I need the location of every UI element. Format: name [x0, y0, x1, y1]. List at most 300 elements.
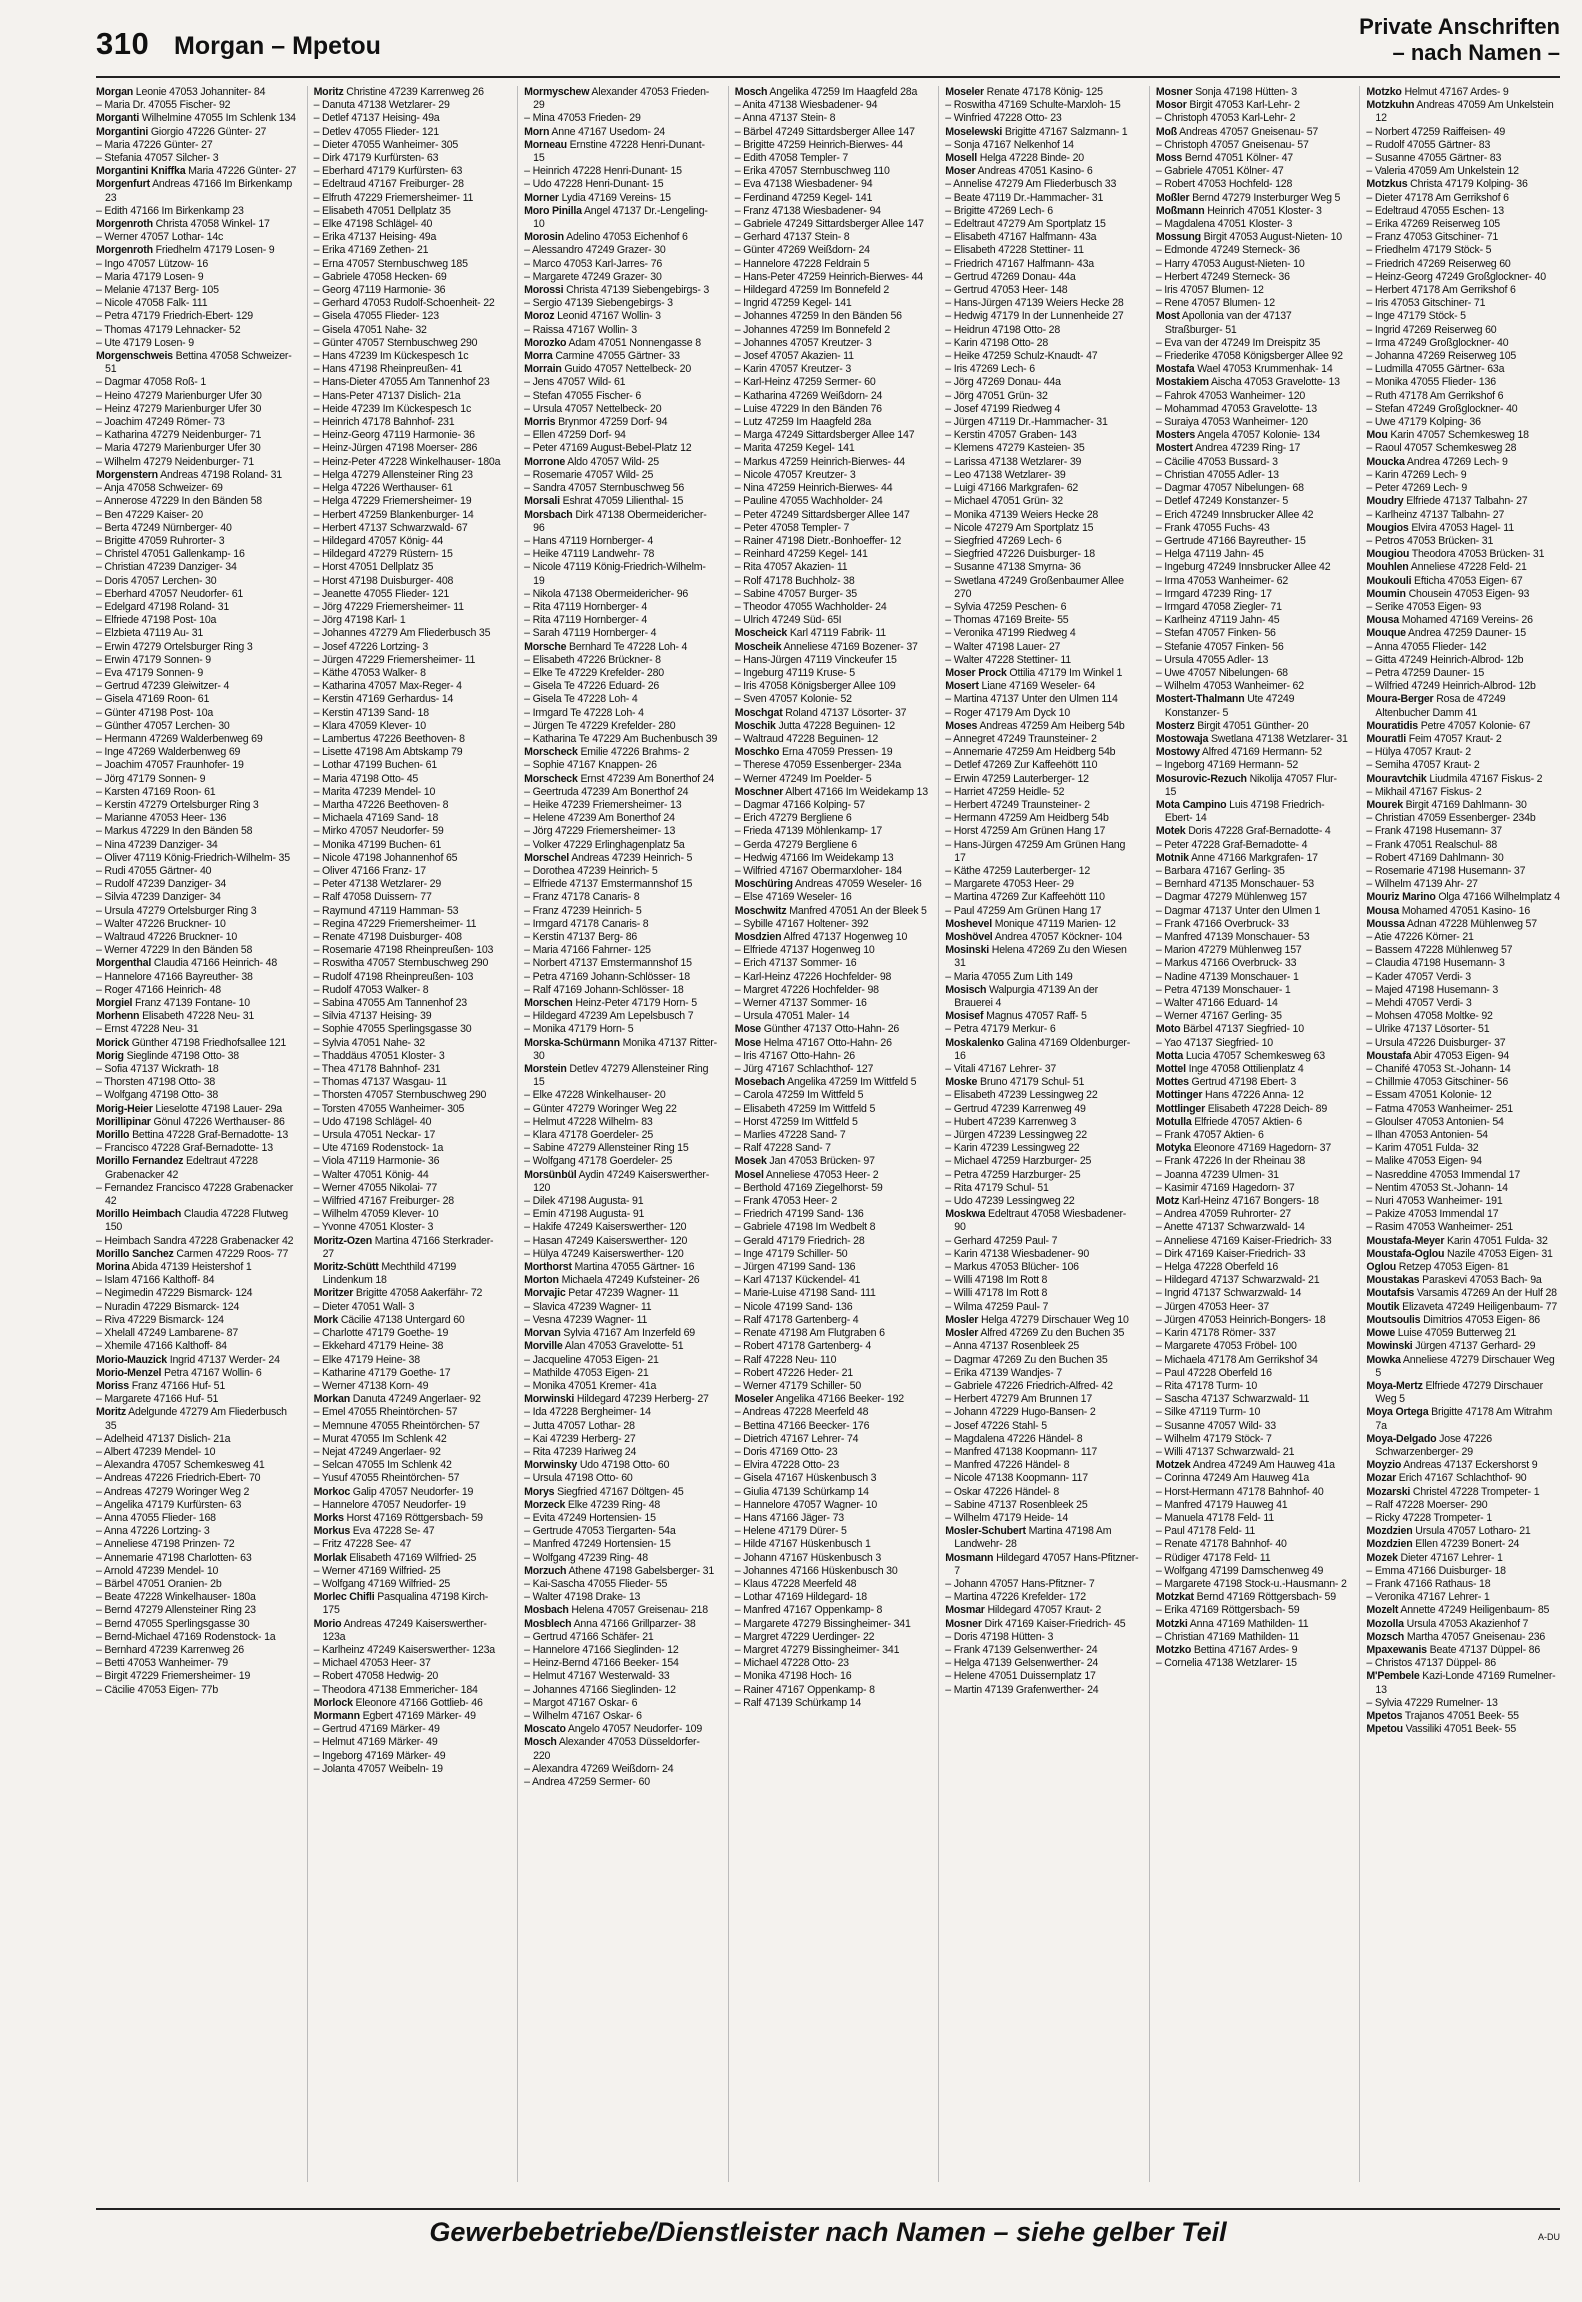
- listing-entry: [96, 1644, 297, 1657]
- listing-entry: [1366, 1538, 1560, 1551]
- listing-entry: [945, 693, 1139, 706]
- listing-entry: [735, 865, 929, 878]
- entry-details: – Marita 47239 Mendel- 10: [313, 785, 436, 798]
- entry-details: – Doris 47169 Otto- 23: [734, 1445, 838, 1458]
- listing-entry: [945, 1604, 1139, 1617]
- entry-details: Liane 47169 Weseler- 64: [978, 680, 1096, 693]
- entry-details: Heinrich 47051 Kloster- 3: [1204, 204, 1322, 217]
- entry-details: – Manfred 47226 Händel- 8: [945, 1459, 1070, 1472]
- listing-entry: [524, 1525, 718, 1538]
- entry-details: – Heidrun 47198 Otto- 28: [945, 323, 1061, 336]
- listing-entry: [1156, 429, 1350, 442]
- listing-entry: [96, 86, 297, 99]
- entry-surname: Morsbach: [524, 508, 573, 521]
- listing-entry: [314, 984, 508, 997]
- entry-details: – Barbara 47167 Gerling- 35: [1155, 864, 1285, 877]
- entry-details: Claudia 47228 Flutweg 150: [105, 1208, 289, 1234]
- listing-entry: [314, 363, 508, 376]
- listing-entry: [314, 852, 508, 865]
- listing-entry: [1366, 1208, 1560, 1221]
- entry-details: Andrea 47057 Köckner- 104: [992, 931, 1123, 943]
- entry-details: – Oliver 47119 König-Friedrich-Wilhelm- 35: [96, 851, 290, 864]
- listing-entry: [945, 1063, 1139, 1076]
- listing-entry: [96, 1274, 297, 1287]
- entry-details: – Robert 47226 Heder- 21: [734, 1366, 853, 1379]
- entry-details: – Charlotte 47179 Goethe- 19: [313, 1327, 449, 1340]
- entry-details: – Michael 47259 Harzburger- 25: [945, 1155, 1092, 1168]
- listing-entry: [945, 1354, 1139, 1367]
- entry-details: – Sabine 47279 Allensteiner Ring 15: [524, 1142, 689, 1155]
- listing-entry: [1366, 654, 1560, 667]
- entry-details: Udo 47198 Otto- 60: [577, 1459, 670, 1472]
- entry-details: Egbert 47169 Märker- 49: [359, 1709, 476, 1722]
- listing-entry: [314, 442, 508, 455]
- listing-entry: [524, 918, 718, 931]
- entry-surname: Mottel: [1155, 1063, 1186, 1076]
- listing-entry: [945, 297, 1139, 310]
- listing-entry: [945, 1618, 1139, 1631]
- listing-entry: [524, 812, 718, 825]
- entry-details: – Gertrud 47169 Märker- 49: [313, 1723, 440, 1736]
- listing-entry: [945, 1287, 1139, 1300]
- listing-entry: [735, 1578, 929, 1591]
- entry-details: – Walter 47226 Bruckner- 10: [96, 917, 226, 930]
- listing-entry: [314, 456, 508, 469]
- entry-details: Luis 47198 Friedrich-Ebert- 14: [1164, 798, 1325, 825]
- listing-entry: [1156, 1010, 1350, 1023]
- entry-details: – Martina 47226 Krefelder- 172: [945, 1591, 1086, 1604]
- entry-surname: Morio-Menzel: [96, 1366, 162, 1379]
- entry-details: – Uwe 47179 Kolping- 36: [1366, 416, 1481, 429]
- listing-entry: [96, 1446, 297, 1459]
- entry-details: – Annegret 47249 Traunsteiner- 2: [945, 732, 1097, 745]
- entry-details: – Frank 47198 Husemann- 37: [1366, 825, 1502, 838]
- listing-entry: [96, 773, 297, 786]
- entry-details: – Dagmar 47137 Unter den Ulmen 1: [1155, 904, 1321, 917]
- listing-entry: [96, 390, 297, 403]
- entry-details: Dieter 47167 Lehrer- 1: [1397, 1551, 1503, 1564]
- entry-details: – Hildegard 47279 Rüstern- 15: [313, 548, 453, 561]
- entry-details: – Günter 47057 Sternbuschweg 290: [313, 336, 478, 349]
- entry-details: – Gitta 47249 Heinrich-Albrod- 12b: [1366, 653, 1524, 666]
- entry-details: – Marion 47279 Mühlenweg 157: [1155, 944, 1302, 957]
- listing-entry: [945, 1433, 1139, 1446]
- entry-surname: Morschel: [524, 851, 570, 864]
- listing-entry: [735, 271, 929, 284]
- listing-entry: [1366, 693, 1560, 719]
- entry-surname: Motzkus: [1366, 178, 1408, 191]
- entry-details: – Hermann 47259 Am Heidberg 54b: [945, 812, 1109, 825]
- listing-column: [1149, 86, 1350, 2182]
- listing-entry: [1156, 720, 1350, 733]
- entry-surname: Morsche: [524, 640, 567, 653]
- listing-entry: [1366, 1723, 1560, 1736]
- listing-entry: [1156, 1182, 1350, 1195]
- entry-details: – Semiha 47057 Kraut- 2: [1366, 759, 1480, 772]
- entry-details: – Sybille 47167 Holtener- 392: [734, 917, 869, 930]
- entry-details: Ottilia 47179 Im Winkel 1: [1006, 666, 1123, 679]
- listing-entry: [1366, 1195, 1560, 1208]
- listing-entry: [735, 1420, 929, 1433]
- listing-entry: [314, 1763, 508, 1776]
- listing-entry: [945, 1644, 1139, 1657]
- listing-entry: [1156, 575, 1350, 588]
- entry-surname: Moto: [1155, 1023, 1181, 1036]
- entry-details: Petra 47167 Wollin- 6: [161, 1366, 262, 1379]
- listing-entry: [96, 707, 297, 720]
- entry-details: – Thomas 47179 Lehnacker- 52: [96, 323, 241, 336]
- listing-entry: [314, 271, 508, 284]
- entry-details: – Raymund 47119 Hamman- 53: [313, 904, 459, 917]
- listing-entry: [1156, 376, 1350, 389]
- listing-entry: [945, 839, 1139, 865]
- entry-details: – Silvia 47137 Heising- 39: [313, 1010, 432, 1023]
- entry-surname: Mosner: [945, 1617, 982, 1630]
- listing-entry: [735, 1538, 929, 1551]
- entry-details: – Jolanta 47057 Weibeln- 19: [313, 1762, 443, 1775]
- entry-details: – Alessandro 47249 Grazer- 30: [524, 244, 666, 257]
- entry-details: – Detlef 47137 Heising- 49a: [313, 112, 440, 125]
- listing-entry: [314, 1261, 508, 1287]
- entry-details: Franz 47139 Fontane- 10: [132, 997, 250, 1010]
- listing-entry: [945, 905, 1139, 918]
- entry-surname: Moucka: [1366, 455, 1405, 468]
- entry-details: – Sabine 47057 Burger- 35: [734, 587, 857, 600]
- entry-details: Retzep 47053 Eigen- 81: [1396, 1261, 1509, 1274]
- entry-details: – Wolfgang 47239 Ring- 48: [524, 1551, 648, 1564]
- entry-surname: Mota Campino: [1155, 798, 1227, 811]
- entry-details: – Josef 47226 Lortzing- 3: [313, 640, 429, 653]
- entry-details: – Joachim 47057 Fraunhofer- 19: [96, 759, 244, 772]
- entry-details: Nikolija 47057 Flur- 15: [1164, 772, 1337, 798]
- listing-entry: [524, 1565, 718, 1578]
- listing-entry: [1366, 297, 1560, 310]
- listing-entry: [314, 403, 508, 416]
- entry-details: – Wilfried 47249 Heinrich-Albrod- 12b: [1366, 680, 1536, 693]
- entry-surname: Mosurovic-Rezuch: [1155, 772, 1247, 785]
- entry-details: Aldo 47057 Wild- 25: [565, 455, 659, 468]
- entry-details: – Heimbach Sandra 47228 Grabenacker 42: [96, 1234, 294, 1247]
- entry-details: – Danuta 47138 Wetzlarer- 29: [313, 99, 450, 112]
- listing-entry: [945, 707, 1139, 720]
- entry-surname: Mostowy: [1155, 746, 1200, 759]
- listing-entry: [524, 324, 718, 337]
- entry-surname: Morgenfurt: [96, 178, 150, 191]
- entry-details: – Jörg 47269 Donau- 44a: [945, 376, 1061, 389]
- listing-entry: [314, 1063, 508, 1076]
- entry-details: – Nina 47259 Heinrich-Bierwes- 44: [734, 482, 893, 495]
- listing-entry: [735, 1274, 929, 1287]
- entry-details: – Brigitte 47259 Heinrich-Bierwes- 44: [734, 138, 903, 151]
- entry-details: – Thea 47178 Bahnhof- 231: [313, 1063, 441, 1076]
- entry-details: – Nicole 47057 Kreutzer- 3: [734, 468, 856, 481]
- listing-entry: [945, 469, 1139, 482]
- listing-entry: [524, 1552, 718, 1565]
- listing-entry: [96, 997, 297, 1010]
- listing-entry: [1156, 258, 1350, 271]
- listing-entry: [524, 1063, 718, 1089]
- entry-surname: Moschik: [734, 719, 776, 732]
- entry-details: Dirk 47169 Kaiser-Friedrich- 45: [981, 1617, 1126, 1630]
- entry-surname: Moseler: [734, 1393, 774, 1406]
- listing-entry: [524, 707, 718, 720]
- listing-entry: [735, 1261, 929, 1274]
- entry-details: – Anneliese 47198 Prinzen- 72: [96, 1538, 235, 1551]
- entry-details: Efticha 47053 Eigen- 67: [1411, 574, 1523, 587]
- entry-details: – Willi 47198 Im Rott 8: [945, 1274, 1048, 1287]
- entry-details: – Doris 47198 Hütten- 3: [945, 1630, 1054, 1643]
- listing-entry: [96, 416, 297, 429]
- page-heading: Morgan – Mpetou: [174, 32, 381, 60]
- entry-details: – Franz 47053 Gitschiner- 71: [1366, 231, 1499, 244]
- listing-entry: [735, 258, 929, 271]
- entry-details: – Rainer 47167 Oppenkamp- 8: [734, 1683, 875, 1696]
- listing-entry: [945, 971, 1139, 984]
- entry-details: – Martin 47139 Grafenwerther- 24: [945, 1683, 1099, 1696]
- entry-surname: Moss: [1155, 152, 1183, 165]
- entry-surname: Mozdzien: [1366, 1538, 1413, 1551]
- entry-details: – Gabriele 47226 Friedrich-Alfred- 42: [945, 1379, 1113, 1392]
- entry-details: – Brigitte 47269 Lech- 6: [945, 204, 1053, 217]
- listing-entry: [96, 310, 297, 323]
- listing-entry: [314, 1169, 508, 1182]
- listing-entry: [945, 654, 1139, 667]
- listing-entry: [314, 1565, 508, 1578]
- listing-entry: [1156, 403, 1350, 416]
- listing-entry: [735, 1433, 929, 1446]
- listing-entry: [735, 839, 929, 852]
- listing-entry: [945, 376, 1139, 389]
- entry-details: – Herbert 47178 Am Gerrikshof 6: [1366, 284, 1516, 297]
- entry-details: Mohamed 47169 Vereins- 26: [1398, 614, 1533, 627]
- listing-entry: [524, 1763, 718, 1776]
- listing-entry: [1156, 1129, 1350, 1142]
- listing-column: [517, 86, 718, 2182]
- entry-surname: Mosert: [945, 680, 979, 693]
- listing-entry: [314, 1697, 508, 1710]
- entry-surname: Mosisch: [945, 983, 987, 996]
- entry-details: – Walter 47051 König- 44: [313, 1168, 429, 1181]
- entry-surname: Mosmann: [945, 1551, 994, 1564]
- listing-entry: [1366, 667, 1560, 680]
- entry-surname: Morzuch: [524, 1564, 567, 1577]
- listing-entry: [96, 1314, 297, 1327]
- entry-details: Birgit 47169 Dahlmann- 30: [1402, 798, 1527, 811]
- listing-entry: [1366, 1486, 1560, 1499]
- listing-entry: [945, 192, 1139, 205]
- entry-details: – Volker 47229 Erlinghagenplatz 5a: [524, 838, 685, 851]
- entry-details: Bernhard Te 47228 Loh- 4: [566, 640, 688, 653]
- listing-entry: [1156, 759, 1350, 772]
- entry-details: – Frank 47166 Overbruck- 33: [1155, 917, 1289, 930]
- entry-details: Sylvia 47167 Am Inzerfeld 69: [560, 1327, 695, 1340]
- entry-details: – Hildegard 47137 Schwarzwald- 21: [1155, 1274, 1320, 1287]
- entry-details: – Erich 47137 Sommer- 16: [734, 957, 857, 970]
- listing-entry: [1366, 773, 1560, 786]
- listing-entry: [945, 614, 1139, 627]
- listing-entry: [524, 1274, 718, 1287]
- entry-details: Friedhelm 47179 Losen- 9: [152, 244, 275, 257]
- entry-details: – Petra 47259 Harzburger- 25: [945, 1168, 1081, 1181]
- entry-details: – Friederike 47058 Königsberger Allee 92: [1155, 350, 1343, 363]
- listing-entry: [735, 1221, 929, 1234]
- entry-details: – Rudi 47055 Gärtner- 40: [96, 864, 212, 877]
- entry-surname: Moritz: [96, 1406, 126, 1419]
- listing-entry: [1156, 1050, 1350, 1063]
- listing-entry: [524, 403, 718, 416]
- listing-entry: [524, 442, 718, 455]
- entry-details: – Mikhail 47167 Fiskus- 2: [1366, 785, 1482, 798]
- entry-details: – Andreas 47226 Friedrich-Ebert- 70: [96, 1472, 261, 1485]
- entry-details: – Hannelore 47228 Feldrain 5: [734, 257, 870, 270]
- entry-details: – Herbert 47249 Sterneck- 36: [1155, 270, 1290, 283]
- entry-surname: Mosblech: [524, 1617, 572, 1630]
- listing-entry: [314, 258, 508, 271]
- entry-details: Angelika 47259 Im Wittfeld 5: [784, 1076, 917, 1089]
- entry-details: – Christian 47055 Adler- 13: [1155, 468, 1279, 481]
- listing-entry: [735, 786, 929, 799]
- entry-details: – Ingrid 47259 Kegel- 141: [734, 297, 852, 310]
- entry-surname: Moßler: [1155, 191, 1190, 204]
- entry-details: – Maria Dr. 47055 Fischer- 92: [96, 99, 231, 112]
- listing-entry: [735, 1248, 929, 1261]
- listing-entry: [735, 1657, 929, 1670]
- entry-details: Erich 47167 Schlachthof- 90: [1396, 1472, 1527, 1485]
- entry-details: Swetlana 47138 Wetzlarer- 31: [1208, 732, 1348, 745]
- entry-surname: Morvan: [524, 1327, 561, 1340]
- entry-surname: Mosch: [524, 1736, 557, 1749]
- entry-surname: Mormyschew: [524, 86, 590, 98]
- listing-entry: [524, 746, 718, 759]
- entry-details: Maria 47226 Günter- 27: [185, 165, 297, 178]
- listing-entry: [96, 957, 297, 970]
- listing-entry: [1156, 1552, 1350, 1565]
- entry-surname: Mourek: [1366, 798, 1403, 811]
- listing-entry: [314, 1710, 508, 1723]
- listing-entry: [524, 1486, 718, 1499]
- entry-details: Christa 47179 Kolping- 36: [1407, 178, 1528, 191]
- listing-entry: [314, 1420, 508, 1433]
- listing-entry: [96, 403, 297, 416]
- entry-details: – Eberhard 47057 Neudorfer- 61: [96, 587, 244, 600]
- listing-entry: [96, 337, 297, 350]
- listing-entry: [524, 1208, 718, 1221]
- listing-entry: [314, 799, 508, 812]
- listing-entry: [945, 773, 1139, 786]
- listing-entry: [314, 773, 508, 786]
- listing-entry: [524, 852, 718, 865]
- listing-entry: [524, 1723, 718, 1736]
- entry-surname: Mouque: [1366, 627, 1406, 640]
- entry-details: – Roswitha 47169 Schulte-Marxloh- 15: [945, 99, 1121, 112]
- entry-details: – Paul 47259 Am Grünen Hang 17: [945, 904, 1102, 917]
- entry-details: – Stefania 47057 Silcher- 3: [96, 152, 219, 165]
- listing-entry: [524, 1697, 718, 1710]
- entry-details: – Frank 47057 Aktien- 6: [1155, 1129, 1264, 1142]
- entry-details: Alexander 47053 Düsseldorfer- 220: [533, 1736, 700, 1762]
- entry-details: – Rudolf 47055 Gärtner- 83: [1366, 138, 1491, 151]
- entry-surname: Moussa: [1366, 917, 1405, 930]
- entry-details: Bruno 47179 Schul- 51: [977, 1076, 1085, 1089]
- listing-entry: [945, 1552, 1139, 1578]
- listing-entry: [524, 1301, 718, 1314]
- entry-surname: Moschko: [734, 746, 780, 759]
- entry-surname: Mostert: [1155, 442, 1193, 455]
- entry-details: – Jacqueline 47053 Eigen- 21: [524, 1353, 659, 1366]
- entry-details: – Annemarie 47198 Charlotten- 63: [96, 1551, 252, 1564]
- listing-entry: [1366, 482, 1560, 495]
- listing-entry: [1366, 376, 1560, 389]
- listing-entry: [96, 1301, 297, 1314]
- listing-entry: [96, 1578, 297, 1591]
- listing-entry: [1156, 561, 1350, 574]
- entry-details: – Dagmar 47269 Zu den Buchen 35: [945, 1353, 1108, 1366]
- entry-details: Christine 47239 Karrenweg 26: [343, 86, 484, 98]
- listing-entry: [1156, 1142, 1350, 1155]
- listing-entry: [735, 1604, 929, 1617]
- entry-details: – Helga 47228 Oberfeld 16: [1155, 1261, 1279, 1274]
- listing-entry: [1366, 839, 1560, 852]
- entry-surname: Motzkuhn: [1366, 99, 1415, 112]
- listing-entry: [735, 1050, 929, 1063]
- listing-entry: [314, 429, 508, 442]
- listing-entry: [1366, 1314, 1560, 1327]
- listing-entry: [1156, 535, 1350, 548]
- entry-surname: Morgenschweis: [96, 350, 173, 363]
- entry-details: Elisabeth 47228 Neu- 31: [139, 1010, 255, 1023]
- listing-entry: [735, 1552, 929, 1565]
- entry-details: – Ursula 47226 Duisburger- 37: [1366, 1036, 1506, 1049]
- entry-surname: Mougiou: [1366, 548, 1410, 561]
- entry-surname: Morig-Heier: [96, 1102, 153, 1115]
- listing-entry: [314, 1155, 508, 1168]
- listing-entry: [735, 575, 929, 588]
- entry-details: – Margot 47167 Oskar- 6: [524, 1696, 638, 1709]
- entry-surname: Morstein: [524, 1063, 567, 1076]
- entry-details: – Bernd-Michael 47169 Rodenstock- 1a: [96, 1630, 276, 1643]
- entry-details: – Fatma 47053 Wanheimer- 251: [1366, 1102, 1513, 1115]
- entry-details: – Ferdinand 47259 Kegel- 141: [734, 191, 873, 204]
- listing-entry: [96, 1063, 297, 1076]
- entry-details: – Ludmilla 47055 Gärtner- 63a: [1366, 363, 1505, 376]
- entry-details: – Georg 47119 Harmonie- 36: [313, 284, 446, 297]
- entry-details: – Beate 47119 Dr.-Hammacher- 31: [945, 191, 1104, 204]
- listing-entry: [314, 1393, 508, 1406]
- entry-details: – Rita 47119 Hornberger- 4: [524, 600, 648, 613]
- entry-details: – Hilde 47167 Hüskenbusch 1: [734, 1538, 871, 1551]
- listing-entry: [524, 165, 718, 178]
- entry-surname: Morrain: [524, 363, 562, 376]
- entry-details: – Sergio 47139 Siebengebirgs- 3: [524, 297, 673, 310]
- entry-details: Adelino 47053 Eichenhof 6: [563, 231, 688, 244]
- listing-entry: [314, 905, 508, 918]
- entry-details: – Susanne 47055 Gärtner- 83: [1366, 152, 1502, 165]
- listing-entry: [735, 1301, 929, 1314]
- listing-entry: [524, 759, 718, 772]
- listing-entry: [735, 1142, 929, 1155]
- listing-entry: [735, 1631, 929, 1644]
- entry-details: – Vitali 47167 Lehrer- 37: [945, 1063, 1057, 1076]
- listing-entry: [945, 522, 1139, 535]
- entry-details: – Andreas 47279 Woringer Weg 2: [96, 1485, 250, 1498]
- listing-entry: [524, 297, 718, 310]
- listing-entry: [1366, 561, 1560, 574]
- listing-entry: [1366, 86, 1560, 99]
- entry-surname: Moschgat: [734, 706, 783, 719]
- entry-details: – Angelika 47179 Kurfürsten- 63: [96, 1498, 242, 1511]
- entry-surname: Moroz: [524, 310, 555, 323]
- listing-entry: [1156, 1618, 1350, 1631]
